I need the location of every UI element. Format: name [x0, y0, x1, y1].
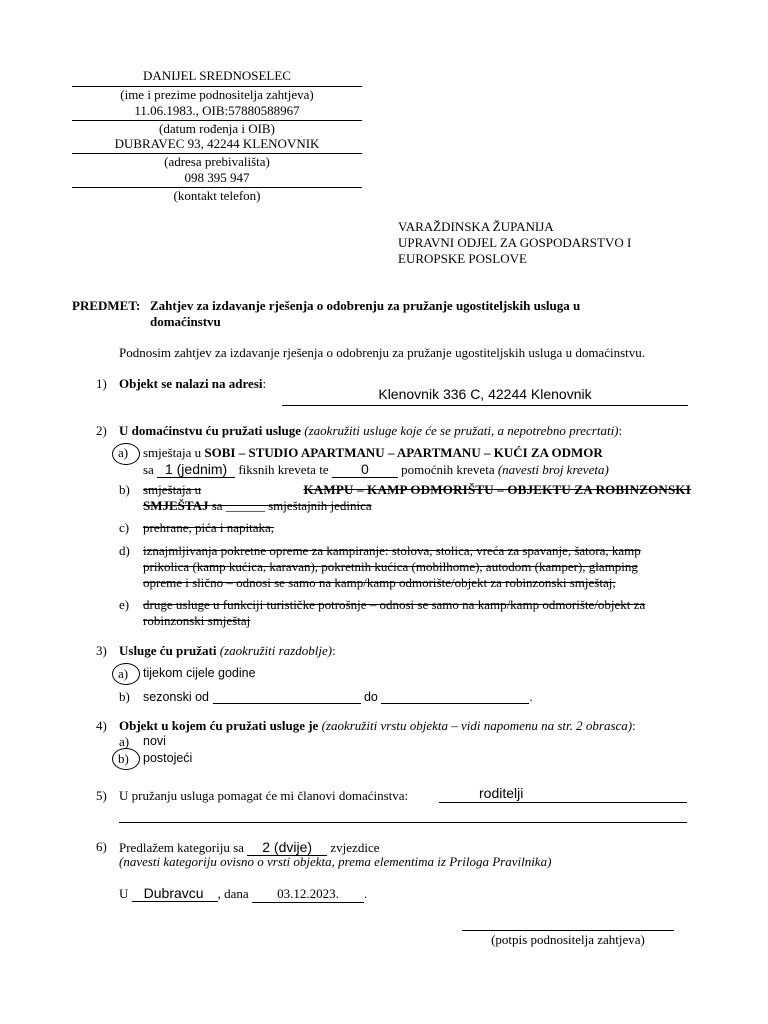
- q2-hint: (zaokružiti usluge koje će se pružati, a nepotrebno precrtati): [304, 423, 619, 438]
- recipient-line2: UPRAVNI ODJEL ZA GOSPODARSTVO I: [398, 235, 632, 250]
- applicant-birth-caption: (datum rođenja i OIB): [159, 121, 275, 136]
- q3-b-text: sezonski od: [143, 690, 210, 704]
- subject-text-2: domaćinstvu: [150, 314, 221, 329]
- q6-answer: 2 (dvije): [262, 839, 313, 855]
- recipient-line3: EUROPSKE POSLOVE: [398, 251, 527, 266]
- subject-text-1: Zahtjev za izdavanje rješenja o odobrenju za pružanje ugostiteljskih usluga u: [150, 298, 581, 313]
- q4-hint: (zaokružiti vrstu objekta – vidi napomenu na str. 2 obrasca): [321, 718, 633, 733]
- q2-a-letter: a): [118, 445, 129, 460]
- applicant-address-caption: (adresa prebivališta): [164, 154, 270, 169]
- q2-a-hint: (navesti broj kreveta): [497, 462, 609, 477]
- date-end: .: [363, 886, 368, 901]
- q3-b-do: do: [363, 690, 378, 704]
- place-dana: , dana: [217, 886, 249, 901]
- q2-c-text: prehrane, pića i napitaka,: [143, 520, 275, 535]
- q2-b-end: sa ______ smještajnih jedinica: [211, 498, 372, 513]
- q2-d-line-3: opreme i slično – odnosi se samo na kamp/kamp odmorište/objekt za robinzonski smještaj,: [143, 575, 616, 590]
- q3-b-end: .: [529, 690, 533, 704]
- date-field[interactable]: [252, 886, 364, 903]
- applicant-phone: 098 395 947: [184, 170, 250, 185]
- q2-colon: :: [618, 423, 623, 438]
- recipient-line1: VARAŽDINSKA ŽUPANIJA: [398, 219, 554, 234]
- applicant-name: DANIJEL SREDNOSELEC: [143, 68, 291, 83]
- q5-label: U pružanju usluga pomagat će mi članovi domaćinstva:: [119, 788, 409, 803]
- date-value: 03.12.2023.: [277, 886, 339, 901]
- q4-colon: :: [632, 718, 636, 733]
- q5-answer: roditelji: [479, 785, 524, 801]
- place-field[interactable]: [132, 885, 218, 902]
- q2-a-end: pomoćnih kreveta: [401, 462, 495, 477]
- intro-text: Podnosim zahtjev za izdavanje rješenja o odobrenju za pružanje ugostiteljskih usluga u domaćinstvu.: [119, 345, 645, 360]
- q6-hint: (navesti kategoriju ovisno o vrsti objekta, prema elementima iz Priloga Pravilnika): [119, 854, 552, 869]
- q2-e-line-1: druge usluge u funkciji turističke potrošnje – odnosi se samo na kamp/kamp odmorište/objekt za: [143, 597, 646, 612]
- q2-a-sa: sa: [143, 462, 154, 477]
- q3-a-text: tijekom cijele godine: [143, 666, 256, 680]
- q2-a-mid: fiksnih kreveta te: [238, 462, 329, 477]
- q6-number: 6): [96, 839, 107, 854]
- q2-a-prefix: smještaja u: [143, 445, 202, 460]
- q2-b-letter: b): [119, 482, 130, 497]
- applicant-phone-caption: (kontakt telefon): [173, 188, 261, 203]
- q2-b-types: KAMPU – KAMP ODMORIŠTU – OBJEKTU ZA ROBINZONSKI: [303, 482, 691, 497]
- q2-a-beds: 1 (jednim): [164, 461, 228, 477]
- q2-b-prefix: smještaja u: [143, 482, 202, 497]
- q2-a-types: SOBI – STUDIO APARTMANU – APARTMANU – KUĆI ZA ODMOR: [204, 445, 603, 460]
- q5-members-field[interactable]: [439, 785, 687, 803]
- q1-label: Objekt se nalazi na adresi: [119, 376, 263, 391]
- place-value: Dubravcu: [143, 885, 204, 901]
- q6-label: Predlažem kategoriju sa: [119, 840, 244, 855]
- q4-number: 4): [96, 718, 107, 733]
- signature-line[interactable]: [462, 930, 674, 931]
- q2-e-line-2: robinzonski smještaj: [143, 613, 251, 628]
- q2-d-line-2: prikolica (kamp kućica, karavan), pokretnih kućica (mobilhome), autodom (kamper), glamping: [143, 559, 638, 574]
- q2-c-letter: c): [119, 520, 130, 535]
- q2-label: U domaćinstvu ću pružati usluge: [119, 423, 302, 438]
- q4-label: Objekt u kojem ću pružati usluge je: [119, 718, 319, 733]
- q2-d-letter: d): [119, 543, 130, 558]
- q4-a-text: novi: [143, 734, 166, 748]
- applicant-address: DUBRAVEC 93, 42244 KLENOVNIK: [114, 136, 320, 151]
- q2-d-line-1: iznajmljivanja pokretne opreme za kampiranje: stolova, stolica, vreća za spavanje, šatora, kamp: [143, 543, 641, 558]
- q5-extra-line[interactable]: [119, 822, 687, 823]
- q1-colon: :: [262, 376, 267, 391]
- q1-answer: Klenovnik 336 C, 42244 Klenovnik: [378, 386, 592, 402]
- q3-a-letter: a): [118, 666, 129, 681]
- q3-colon: :: [332, 643, 336, 658]
- q2-number: 2): [96, 423, 107, 438]
- q3-b-letter: b): [119, 689, 130, 704]
- q4-a-letter: a): [119, 734, 130, 749]
- q3-number: 3): [96, 643, 107, 658]
- applicant-name-caption: (ime i prezime podnositelja zahtjeva): [120, 87, 314, 102]
- q1-address-field[interactable]: [282, 386, 688, 406]
- q3-label: Usluge ću pružati: [119, 643, 217, 658]
- q6-end: zvjezdice: [330, 840, 380, 855]
- subject-label: PREDMET:: [72, 298, 141, 313]
- q2-a-extra: 0: [360, 461, 369, 477]
- q4-b-text: postojeći: [143, 751, 193, 765]
- q3-hint: (zaokružiti razdoblje): [219, 643, 333, 658]
- applicant-birth-oib: 11.06.1983., OIB:57880588967: [134, 103, 300, 118]
- q2-a-beds-field[interactable]: [157, 461, 235, 478]
- q3-season-to-field[interactable]: [381, 689, 529, 704]
- q5-number: 5): [96, 788, 107, 803]
- q3-season-from-field[interactable]: [213, 689, 361, 704]
- signature-caption: (potpis podnositelja zahtjeva): [491, 932, 645, 947]
- q2-b-types-2: SMJEŠTAJ: [143, 498, 209, 513]
- place-u: U: [119, 886, 129, 901]
- q4-b-letter: b): [118, 751, 129, 766]
- q1-number: 1): [96, 376, 107, 391]
- q2-e-letter: e): [119, 597, 130, 612]
- q2-a-extra-field[interactable]: [332, 461, 398, 478]
